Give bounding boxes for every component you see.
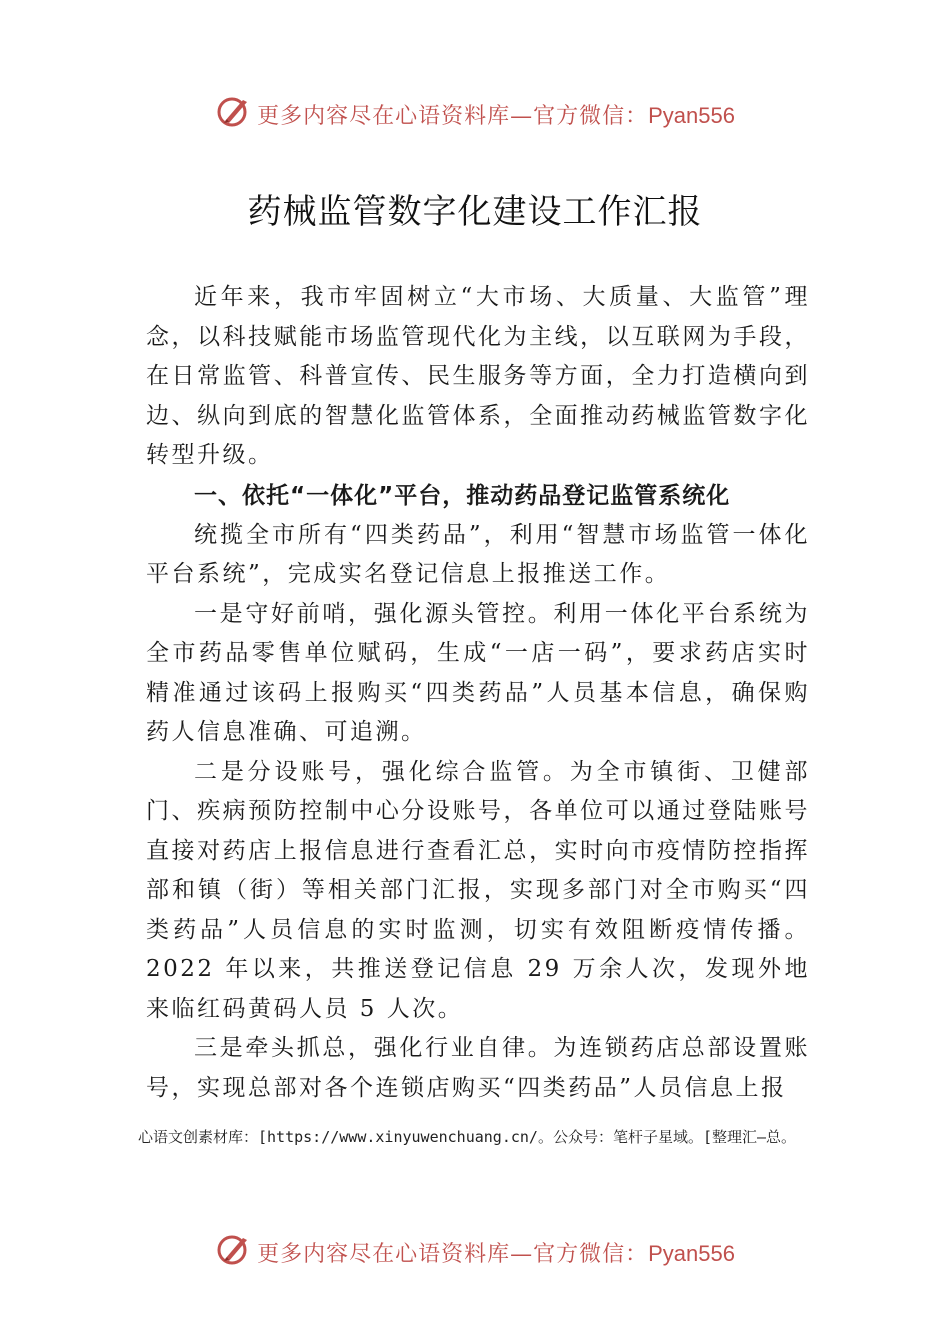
header-banner — [0, 94, 950, 134]
banner-wechat-id: Pyan556 — [648, 102, 735, 128]
body-paragraph: 二是分设账号，强化综合监管。为全市镇街、卫健部门、疾病预防控制中心分设账号，各单位可以通过登陆账号直接对药店上报信息进行查看汇总，实时向市疫情防控指挥部和镇（街）等相关部门汇报，实现多部门对全市购买“四类药品”人员信息的实时监测，切实有效阻断疫情传播。2022 年以来，共推送登记信息 29 万余人次，发现外地来临红码黄码人员 5 人次。 — [146, 758, 810, 1022]
footer-banner — [0, 1232, 950, 1272]
banner-text — [257, 1237, 735, 1268]
banner-text — [257, 99, 735, 130]
document-body — [146, 278, 810, 1108]
body-paragraph: 统揽全市所有“四类药品”，利用“智慧市场监管一体化平台系统”，完成实名登记信息上报推送工作。 — [146, 521, 810, 587]
section-heading: 一、依托“一体化”平台，推动药品登记监管系统化 — [194, 482, 731, 509]
quill-logo-icon — [215, 94, 257, 134]
document-title: 药械监管数字化建设工作汇报 — [247, 192, 703, 232]
body-paragraph: 一是守好前哨，强化源头管控。利用一体化平台系统为全市药品零售单位赋码，生成“一店一码”，要求药店实时精准通过该码上报购买“四类药品”人员基本信息，确保购药人信息准确、可追溯。 — [146, 600, 810, 745]
banner-label: 更多内容尽在心语资料库—官方微信： — [257, 1241, 649, 1267]
footnote: 心语文创素材库：[https://www.xinyuwenchuang.cn/。公众号：笔杆子星域。[整理汇—总。 — [138, 1128, 797, 1146]
body-paragraph: 三是牵头抓总，强化行业自律。为连锁药店总部设置账号，实现总部对各个连锁店购买“四类药品”人员信息上报 — [146, 1035, 810, 1101]
banner-wechat-id: Pyan556 — [648, 1240, 735, 1266]
intro-paragraph: 近年来，我市牢固树立“大市场、大质量、大监管”理念，以科技赋能市场监管现代化为主线，以互联网为手段， 在日常监管、科普宣传、民生服务等方面，全力打造横向到边、纵向到底的智慧化监管体系，全面推动药械监管数字化转型升级。 — [146, 284, 810, 468]
quill-logo-icon — [215, 1232, 257, 1272]
banner-label: 更多内容尽在心语资料库—官方微信： — [257, 103, 649, 129]
